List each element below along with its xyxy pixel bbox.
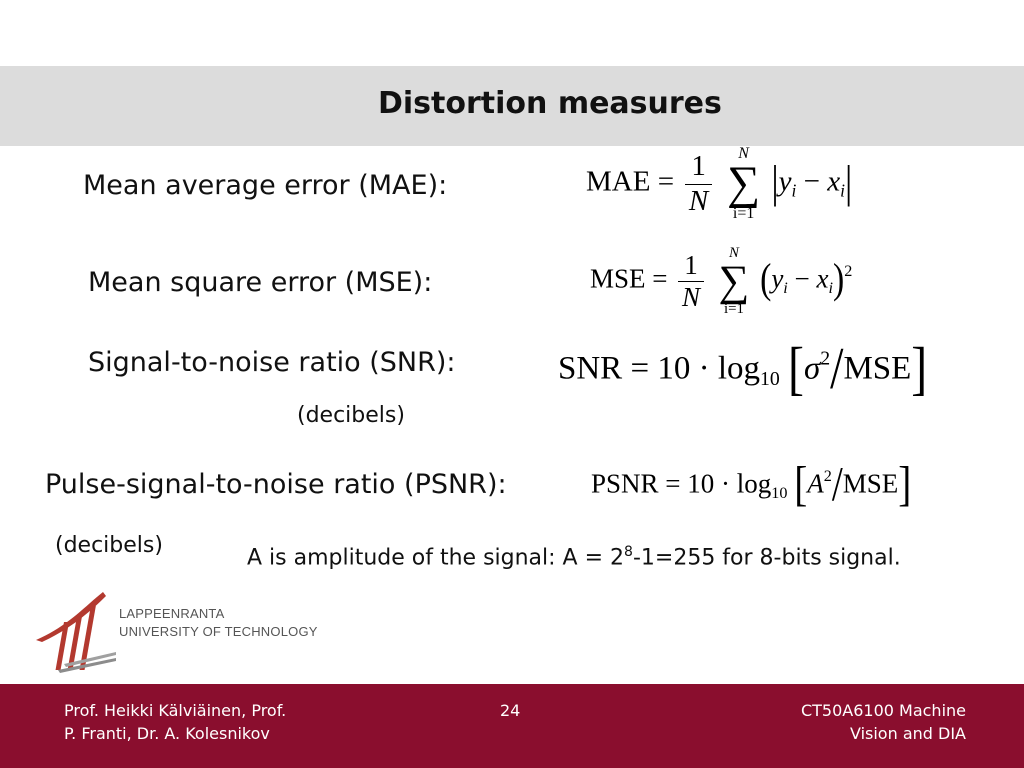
- snr-log-base: 10: [760, 368, 780, 391]
- mae-sum-lower: i=1: [732, 205, 755, 223]
- mse-numerator: 1: [678, 250, 704, 282]
- snr-lhs: SNR: [558, 350, 623, 387]
- mae-fraction: [685, 150, 712, 218]
- mae-denominator: N: [688, 184, 709, 217]
- mae-numerator: 1: [685, 150, 712, 184]
- university-logo-icon: [28, 588, 118, 678]
- mse-sum-lower: i=1: [723, 300, 744, 317]
- snr-factor: 10: [657, 350, 691, 387]
- mse-fraction: [678, 250, 704, 313]
- psnr-equation: PSNR = $10 \cdot \log_{10} [A^2/MSE]$: [591, 457, 912, 512]
- snr-log: log: [717, 350, 760, 387]
- footer-course: [801, 699, 966, 745]
- psnr-label: Pulse-signal-to-noise ratio (PSNR):: [45, 469, 507, 500]
- logo-line2: UNIVERSITY OF TECHNOLOGY: [119, 624, 318, 639]
- amplitude-note: [247, 544, 901, 570]
- snr-denominator: MSE: [843, 350, 912, 387]
- psnr-unit: (decibels): [55, 533, 163, 558]
- footer-authors-line1: Prof. Heikki Kälviäinen, Prof.: [64, 701, 287, 720]
- mse-equation: MSE = $\frac{1}{N}$ N ∑ i=1 $(y_i - x_i)^2$: [590, 245, 853, 317]
- footer-authors: [64, 699, 286, 745]
- mae-equation: MAE = $\frac{1}{N}$ N ∑ i=1 $|y_i - x_i|$: [586, 145, 853, 223]
- mse-lhs: MSE: [590, 263, 646, 294]
- psnr-amplitude: A: [807, 468, 824, 499]
- psnr-lhs: PSNR: [591, 468, 659, 499]
- note-prefix: A is amplitude of the signal: A = 2: [247, 545, 625, 571]
- mae-sum-upper: N: [738, 145, 749, 162]
- mse-summation: N ∑ i=1: [718, 245, 750, 317]
- slide-title: Distortion measures: [378, 86, 722, 121]
- psnr-log-base: 10: [771, 483, 788, 502]
- snr-label: Signal-to-noise ratio (SNR):: [88, 347, 456, 378]
- mse-power: 2: [844, 262, 853, 281]
- snr-sigma: σ: [803, 350, 821, 387]
- footer-course-line1: CT50A6100 Machine: [800, 701, 966, 720]
- snr-equation: SNR = $10 \cdot \log_{10} [\sigma^2/MSE]$: [558, 335, 928, 402]
- mse-denominator: N: [682, 281, 701, 312]
- logo-line1: LAPPEENRANTA: [119, 606, 225, 621]
- psnr-amp-power: 2: [823, 466, 832, 485]
- psnr-log: log: [736, 468, 772, 499]
- footer-authors-line2: P. Franti, Dr. A. Kolesnikov: [64, 724, 270, 743]
- page-number: 24: [500, 701, 521, 720]
- mae-label: Mean average error (MAE):: [83, 170, 448, 201]
- snr-sigma-power: 2: [820, 347, 831, 370]
- psnr-factor: 10: [687, 468, 715, 499]
- mae-summation: N ∑ i=1: [727, 145, 761, 223]
- mse-sum-upper: N: [728, 245, 739, 261]
- psnr-denominator: MSE: [842, 468, 899, 499]
- note-exponent: 8: [624, 544, 633, 560]
- snr-unit: (decibels): [297, 403, 405, 428]
- mse-label: Mean square error (MSE):: [88, 267, 433, 298]
- mae-lhs: MAE: [586, 165, 651, 198]
- footer-course-line2: Vision and DIA: [849, 724, 966, 743]
- note-suffix: -1=255 for 8-bits signal.: [632, 545, 901, 571]
